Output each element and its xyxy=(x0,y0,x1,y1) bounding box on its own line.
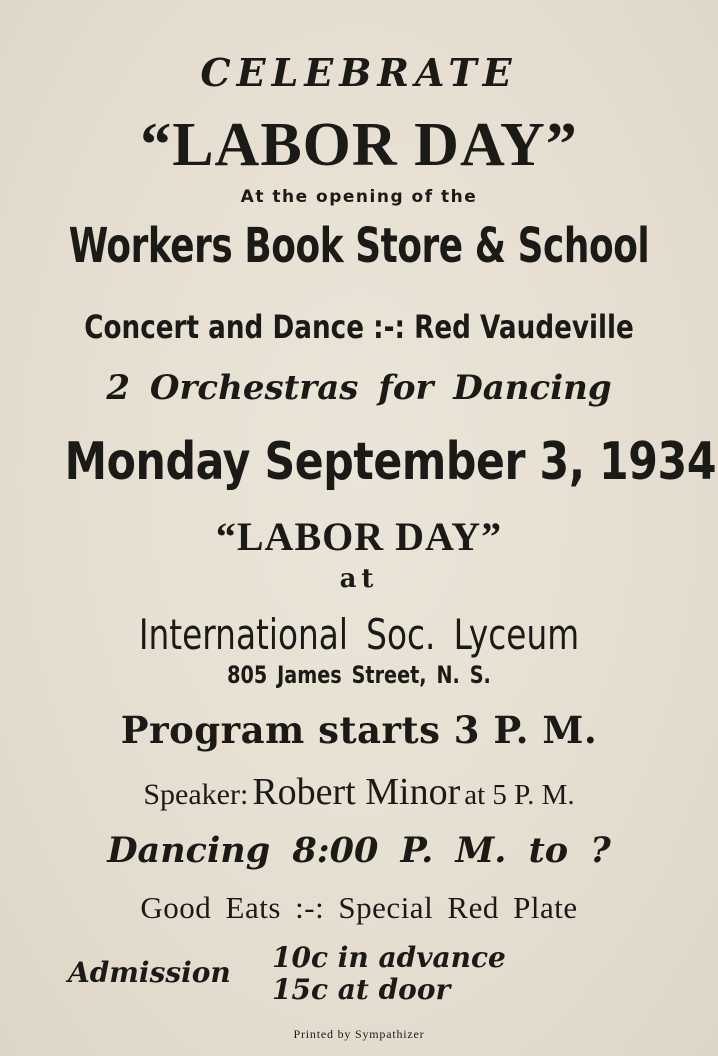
speaker-label: Speaker: xyxy=(143,778,249,811)
program-start: Program starts 3 P. M. xyxy=(120,708,598,752)
venue-name: International Soc. Lyceum xyxy=(138,610,580,659)
eats-line: Good Eats :-: Special Red Plate xyxy=(140,890,578,925)
labor-day-headline: “LABOR DAY” xyxy=(140,111,578,179)
store-name: Workers Book Store & School xyxy=(68,218,650,274)
celebrate-heading: CELEBRATE xyxy=(200,50,518,95)
speaker-time: at 5 P. M. xyxy=(464,779,575,811)
opening-subheading: At the opening of the xyxy=(240,187,478,207)
price-door: 15c at door xyxy=(272,973,451,1006)
labor-day-headline-2: “LABOR DAY” xyxy=(215,514,503,559)
speaker-name: Robert Minor xyxy=(252,771,461,813)
orchestras-line: 2 Orchestras for Dancing xyxy=(106,368,612,408)
at-connector: at xyxy=(339,564,379,594)
speaker-line xyxy=(0,770,718,814)
printer-credit: Printed by Sympathizer xyxy=(293,1027,425,1041)
venue-address: 805 James Street, N. S. xyxy=(227,661,491,689)
admission-prices xyxy=(272,942,506,1006)
event-date: Monday September 3, 1934 xyxy=(64,432,717,492)
price-advance: 10c in advance xyxy=(272,941,506,974)
concert-line: Concert and Dance :-: Red Vaudeville xyxy=(84,308,634,346)
admission-label: Admission xyxy=(68,956,231,989)
dancing-line: Dancing 8:00 P. M. to ? xyxy=(107,830,611,871)
